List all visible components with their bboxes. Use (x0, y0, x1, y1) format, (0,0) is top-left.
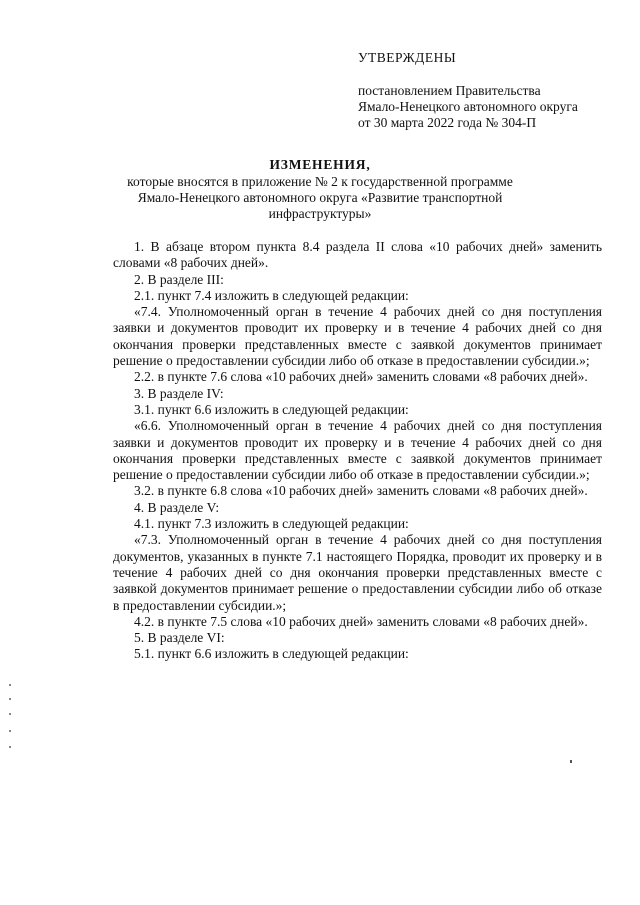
paragraph: «6.6. Уполномоченный орган в течение 4 рабочих дней со дня поступления заявки и документов проводит их проверку и в течение 4 рабочих дней со дня окончания проверки представленных вместе с заявкой документов принимает решение о предоставлении субсидии либо об отказе в предоставлении субсидии.»; (113, 418, 602, 483)
paragraph: 5. В разделе VI: (134, 630, 225, 646)
paragraph: 3.2. в пункте 6.8 слова «10 рабочих дней» заменить словами «8 рабочих дней». (134, 483, 588, 499)
paragraph: 3. В разделе IV: (134, 385, 224, 401)
title-subline: инфраструктуры» (268, 206, 372, 221)
approval-line: Ямало-Ненецкого автономного округа (358, 99, 578, 114)
paragraph: «7.3. Уполномоченный орган в течение 4 рабочих дней со дня поступления документов, указанных в пункте 7.1 настоящего Порядка, проводит их проверку и в течение 4 рабочих дней со дня окончания проверки представленных вместе с заявкой документов принимает решение о предоставлении субсидии либо об отказе в предоставлении субсидии.»; (113, 532, 602, 613)
approval-block (358, 50, 578, 131)
approval-line: постановлением Правительства (358, 83, 541, 98)
title-subline: Ямало-Ненецкого автономного округа «Развитие транспортной (137, 190, 503, 205)
scan-specks (9, 680, 13, 760)
paragraph: 5.1. пункт 6.6 изложить в следующей редакции: (134, 646, 409, 662)
paragraph: 1. В абзаце втором пункта 8.4 раздела II слова «10 рабочих дней» заменить словами «8 рабочих дней». (113, 239, 602, 271)
title-main: ИЗМЕНЕНИЯ, (269, 157, 371, 172)
paragraph: 2.1. пункт 7.4 изложить в следующей редакции: (134, 287, 409, 303)
document-body (113, 239, 602, 663)
approval-line: от 30 марта 2022 года № 304-П (358, 115, 537, 130)
paragraph: 4.2. в пункте 7.5 слова «10 рабочих дней» заменить словами «8 рабочих дней». (134, 613, 588, 629)
scan-mark (570, 760, 572, 763)
paragraph: 2.2. в пункте 7.6 слова «10 рабочих дней» заменить словами «8 рабочих дней». (134, 369, 588, 385)
paragraph: «7.4. Уполномоченный орган в течение 4 рабочих дней со дня поступления заявки и документов проводит их проверку и в течение 4 рабочих дней со дня окончания проверки представленных вместе с заявкой документов принимает решение о предоставлении субсидии либо об отказе в предоставлении субсидии.»; (113, 304, 602, 369)
paragraph: 2. В разделе III: (134, 271, 224, 287)
document-title (100, 157, 540, 222)
paragraph: 4. В разделе V: (134, 499, 220, 515)
paragraph: 3.1. пункт 6.6 изложить в следующей редакции: (134, 401, 409, 417)
title-subline: которые вносятся в приложение № 2 к государственной программе (127, 174, 513, 189)
paragraph: 4.1. пункт 7.3 изложить в следующей редакции: (134, 516, 409, 532)
approval-heading: УТВЕРЖДЕНЫ (358, 50, 457, 65)
